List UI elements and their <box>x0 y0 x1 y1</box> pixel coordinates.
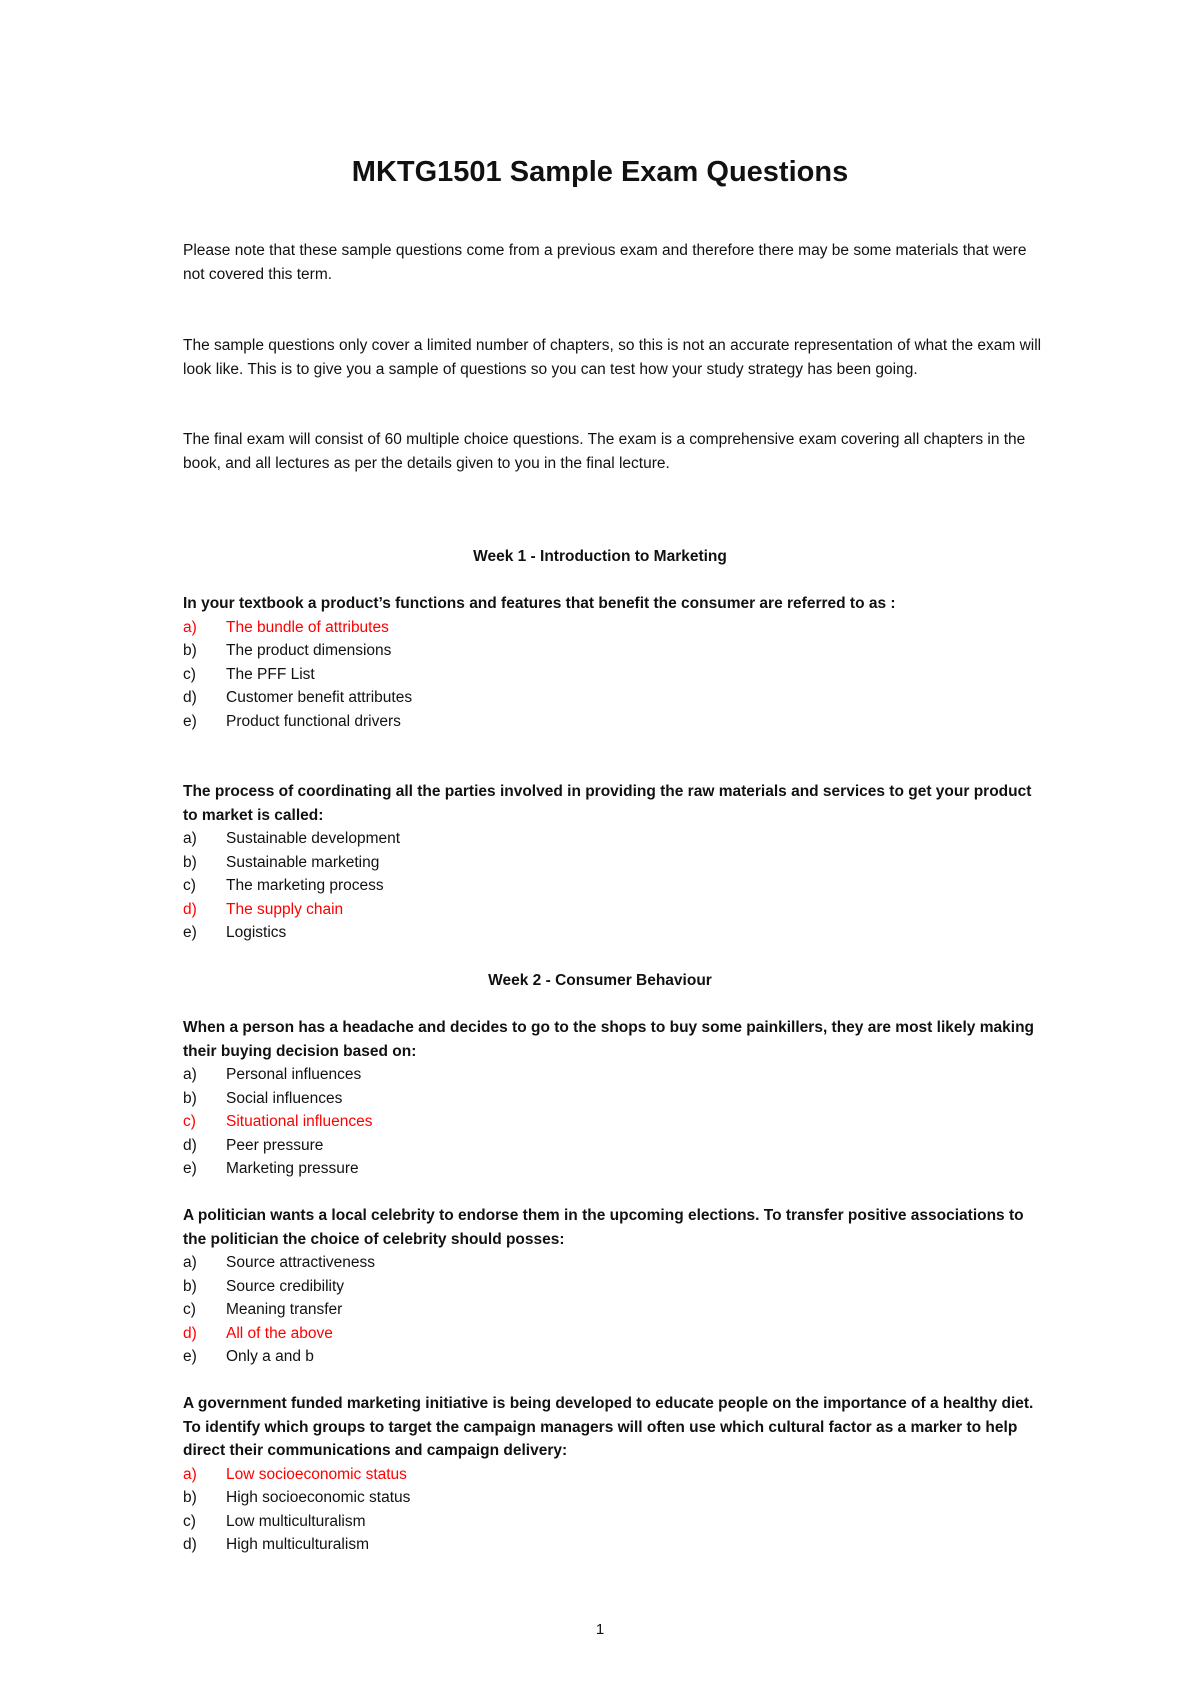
option-text: Peer pressure <box>226 1136 324 1154</box>
answer-options <box>183 1251 1043 1369</box>
option-letter: e) <box>183 1348 197 1365</box>
question-5 <box>183 1392 1043 1557</box>
option-letter: b) <box>183 642 197 659</box>
option-letter: b) <box>183 1089 197 1107</box>
answer-options <box>183 1063 1043 1181</box>
option-text: Sustainable development <box>226 830 401 847</box>
option-letter: c) <box>183 1113 196 1130</box>
answer-option <box>183 1463 1043 1487</box>
answer-options <box>183 1463 1043 1557</box>
answer-option <box>183 1486 1043 1510</box>
question-text: In your textbook a product’s functions and features that benefit the consumer are referred to as : <box>183 595 896 612</box>
answer-option <box>183 663 1043 687</box>
option-letter: c) <box>183 665 196 683</box>
option-letter: b) <box>183 853 197 871</box>
option-letter: c) <box>183 877 196 894</box>
option-text: The product dimensions <box>226 642 392 659</box>
answer-option <box>183 616 1043 640</box>
option-letter: b) <box>183 1489 197 1506</box>
answer-option <box>183 639 1043 663</box>
answer-option <box>183 921 1043 945</box>
option-letter: e) <box>183 924 197 941</box>
answer-option <box>183 1251 1043 1275</box>
question-text: A government funded marketing initiative is being developed to educate people on the importance of a healthy diet. To identify which groups to target the campaign managers will often use which cultural factor as a marker to help direct their communications and campaign delivery: <box>183 1395 1034 1459</box>
option-text: Personal influences <box>226 1066 362 1083</box>
option-letter: d) <box>183 1324 197 1342</box>
option-letter: c) <box>183 1512 196 1530</box>
option-text: Source attractiveness <box>226 1254 376 1271</box>
option-text: Only a and b <box>226 1348 314 1365</box>
option-letter: c) <box>183 1301 196 1318</box>
answer-option <box>183 1134 1043 1158</box>
option-text: Customer benefit attributes <box>226 689 413 706</box>
option-letter: d) <box>183 1536 197 1553</box>
option-letter: a) <box>183 618 197 636</box>
option-letter: a) <box>183 1066 197 1083</box>
option-text: The marketing process <box>226 877 384 894</box>
answer-option <box>183 827 1043 851</box>
intro-paragraph-1: Please note that these sample questions come from a previous exam and therefore there may be some materials that were not covered this term. <box>183 242 1027 283</box>
question-text: A politician wants a local celebrity to endorse them in the upcoming elections. To transfer positive associations to the politician the choice of celebrity should posses: <box>183 1207 1024 1248</box>
option-letter: a) <box>183 830 197 847</box>
option-letter: a) <box>183 1465 197 1483</box>
question-4 <box>183 1204 1043 1369</box>
option-letter: d) <box>183 1136 197 1154</box>
answer-option <box>183 1345 1043 1369</box>
option-text: High socioeconomic status <box>226 1489 411 1506</box>
option-letter: b) <box>183 1277 197 1295</box>
intro-paragraph-3: The final exam will consist of 60 multiple choice questions. The exam is a comprehensive exam covering all chapters in the book, and all lectures as per the details given to you in the final lecture. <box>183 431 1026 472</box>
option-letter: d) <box>183 900 197 918</box>
question-3 <box>183 1016 1043 1181</box>
option-text: Meaning transfer <box>226 1301 343 1318</box>
answer-option <box>183 686 1043 710</box>
option-text: Product functional drivers <box>226 712 401 730</box>
question-1 <box>183 592 1043 733</box>
question-text: The process of coordinating all the parties involved in providing the raw materials and services to get your product to market is called: <box>183 783 1032 824</box>
week-2-heading: Week 2 - Consumer Behaviour <box>488 972 712 989</box>
answer-option <box>183 874 1043 898</box>
answer-option <box>183 1275 1043 1299</box>
answer-option <box>183 1157 1043 1181</box>
option-letter: d) <box>183 689 197 706</box>
intro-paragraph-2: The sample questions only cover a limited number of chapters, so this is not an accurate representation of what the exam will look like. This is to give you a sample of questions so you can test how your study strategy has been going. <box>183 337 1042 378</box>
option-text: Low socioeconomic status <box>226 1465 407 1483</box>
answer-option <box>183 710 1043 734</box>
option-text: All of the above <box>226 1324 333 1342</box>
option-text: The bundle of attributes <box>226 618 389 636</box>
answer-options <box>183 616 1043 734</box>
answer-option <box>183 1087 1043 1111</box>
option-text: The supply chain <box>226 900 344 918</box>
option-letter: e) <box>183 1160 197 1177</box>
answer-options <box>183 827 1043 945</box>
answer-option <box>183 1110 1043 1134</box>
week-1-heading: Week 1 - Introduction to Marketing <box>473 548 727 565</box>
option-text: High multiculturalism <box>226 1536 369 1553</box>
answer-option <box>183 1063 1043 1087</box>
answer-option <box>183 1533 1043 1557</box>
option-text: Social influences <box>226 1089 343 1107</box>
option-letter: a) <box>183 1254 197 1271</box>
option-text: Low multiculturalism <box>226 1512 366 1530</box>
option-text: The PFF List <box>226 665 315 683</box>
option-letter: e) <box>183 712 197 730</box>
option-text: Source credibility <box>226 1277 345 1295</box>
option-text: Situational influences <box>226 1113 373 1130</box>
option-text: Sustainable marketing <box>226 853 380 871</box>
option-text: Logistics <box>226 924 287 941</box>
answer-option <box>183 1298 1043 1322</box>
option-text: Marketing pressure <box>226 1160 359 1177</box>
answer-option <box>183 1322 1043 1346</box>
answer-option <box>183 898 1043 922</box>
page-number: 1 <box>595 1621 605 1638</box>
question-text: When a person has a headache and decides to go to the shops to buy some painkillers, they are most likely making their buying decision based on: <box>183 1019 1035 1060</box>
answer-option <box>183 851 1043 875</box>
document-title: MKTG1501 Sample Exam Questions <box>351 156 849 188</box>
question-2 <box>183 780 1043 945</box>
answer-option <box>183 1510 1043 1534</box>
